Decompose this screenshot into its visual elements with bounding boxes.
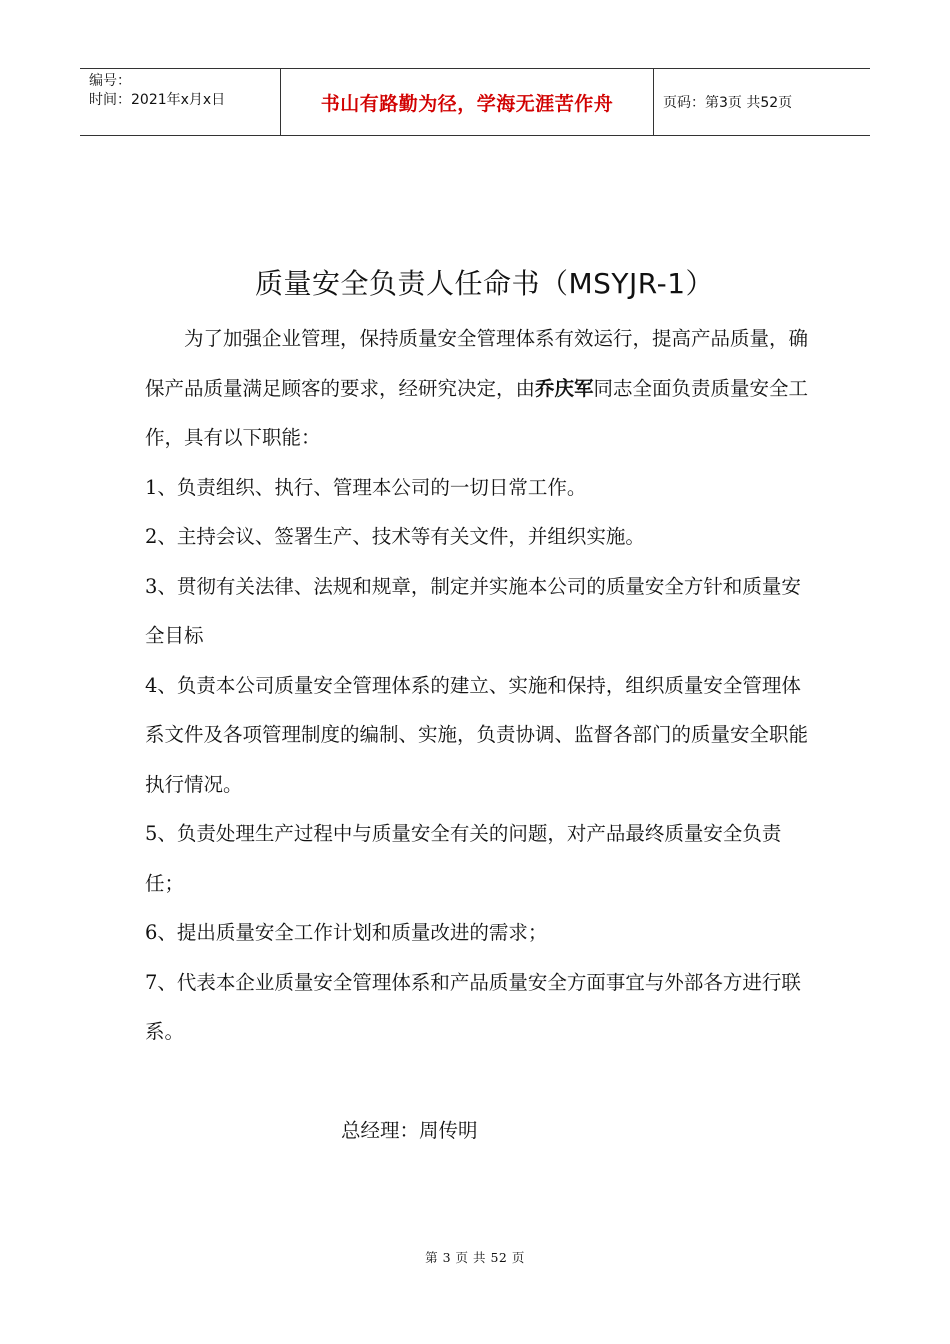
duty-item-6: 6、提出质量安全工作计划和质量改进的需求； bbox=[145, 921, 548, 944]
document-title: 质量安全负责人任命书（MSYJR-1） bbox=[255, 267, 715, 300]
number-label: 编号： bbox=[89, 73, 131, 89]
document-body bbox=[145, 314, 815, 1057]
appointee-name: 乔庆军 bbox=[535, 376, 594, 400]
duty-item-5: 5、负责处理生产过程中与质量安全有关的问题，对产品最终质量安全负责任； bbox=[145, 822, 782, 895]
time-label: 时间：2021年x月x日 bbox=[89, 92, 226, 108]
duty-item-4: 4、负责本公司质量安全管理体系的建立、实施和保持，组织质量安全管理体系文件及各项管理制度的编制、实施，负责协调、监督各部门的质量安全职能执行情况。 bbox=[145, 673, 809, 796]
duty-item-2: 2、主持会议、签署生产、技术等有关文件，并组织实施。 bbox=[145, 525, 645, 548]
intro-text-before: 为了加强企业管理，保持质量安全管理体系有效运行，提高产品质量，确保产品质量满足顾客的要求，经研究决定，由 bbox=[145, 327, 809, 400]
duty-item-1: 1、负责组织、执行、管理本公司的一切日常工作。 bbox=[145, 475, 587, 499]
header-info-cell bbox=[80, 69, 281, 135]
duty-item-3: 3、贯彻有关法律、法规和规章，制定并实施本公司的质量安全方针和质量安全目标 bbox=[145, 574, 801, 647]
signature-line: 总经理：周传明 bbox=[341, 1119, 478, 1142]
intro-text-after: 同志全面负责质量安全工作，具有以下职能： bbox=[145, 376, 809, 449]
duty-item-7: 7、代表本企业质量安全管理体系和产品质量安全方面事宜与外部各方进行联系。 bbox=[145, 970, 801, 1043]
page-header bbox=[80, 68, 870, 136]
header-page-code: 页码：第3页 共52页 bbox=[663, 95, 793, 111]
intro-paragraph bbox=[145, 314, 815, 463]
page-footer: 第 3 页 共 52 页 bbox=[425, 1250, 525, 1265]
header-motto: 书山有路勤为径，学海无涯苦作舟 bbox=[281, 69, 654, 135]
